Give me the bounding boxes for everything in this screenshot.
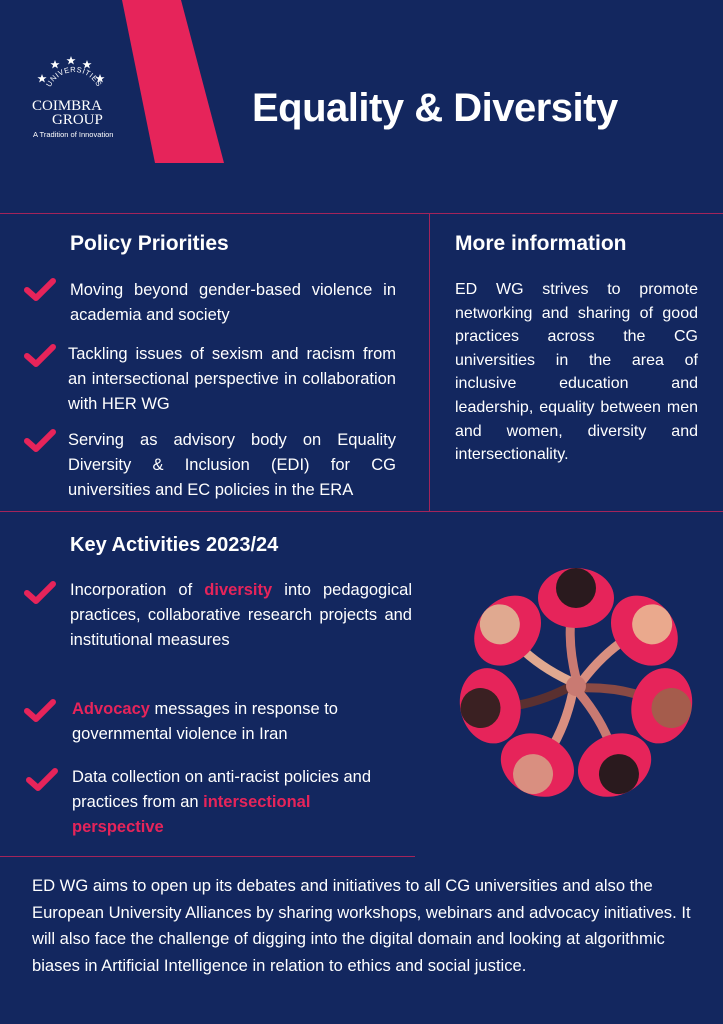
check-icon [23,698,57,724]
logo-tagline: A Tradition of Innovation [33,130,114,139]
check-icon [23,580,57,606]
activity-text: into pedagogical practices, collaborative research projects and institutional measures [70,581,412,649]
people-circle-illustration [440,550,712,822]
activities-title: Key Activities 2023/24 [70,534,279,556]
divider-top [0,213,723,214]
logo-name-line2: GROUP [52,112,103,128]
joined-hands [566,676,586,696]
divider-middle [0,511,723,512]
closing-paragraph: ED WG aims to open up its debates and initiatives to all CG universities and also the European University Alliances by sharing workshops, webinars and advocacy initiatives. It will also face the challenge of digging into the digital domain and looking at algorithmic biases in Artificial Intelligence in relation to ethics and social justice. [32,876,691,975]
more-info-text: ED WG strives to promote networking and sharing of good practices across the CG universities in the area of inclusive education and leadership, equality between men and women, diversity and intersectionality. [455,281,698,464]
more-info-title: More information [455,232,627,255]
check-icon [25,767,59,793]
activity-text: messages in response to governmental violence in Iran [72,700,338,743]
activity-item [72,697,402,747]
activity-text: Incorporation of [70,581,205,599]
divider-bottom [0,856,415,857]
check-icon [23,428,57,454]
activity-highlight: intersectional perspective [72,793,311,836]
logo-name-line1: COIMBRA [32,98,103,114]
policy-title: Policy Priorities [70,232,229,255]
activity-item [72,765,402,840]
check-icon [23,277,57,303]
activity-highlight: diversity [204,581,273,599]
logo-arc-text: UNIVERSITIES [44,64,104,89]
check-icon [23,343,57,369]
policy-item: Tackling issues of sexism and racism from an intersectional perspective in collaboration with HER WG [68,345,396,413]
policy-item: Moving beyond gender-based violence in academia and society [70,281,396,324]
policy-item: Serving as advisory body on Equality Diversity & Inclusion (EDI) for CG universities and EC policies in the ERA [68,431,396,499]
activity-text: Data collection on anti-racist policies and practices from an [72,768,371,811]
svg-text:UNIVERSITIES [44,65,104,88]
page-title: Equality & Diversity [252,86,618,130]
activity-highlight: Advocacy [72,700,150,718]
activity-item [70,578,412,653]
divider-vertical [429,213,430,511]
